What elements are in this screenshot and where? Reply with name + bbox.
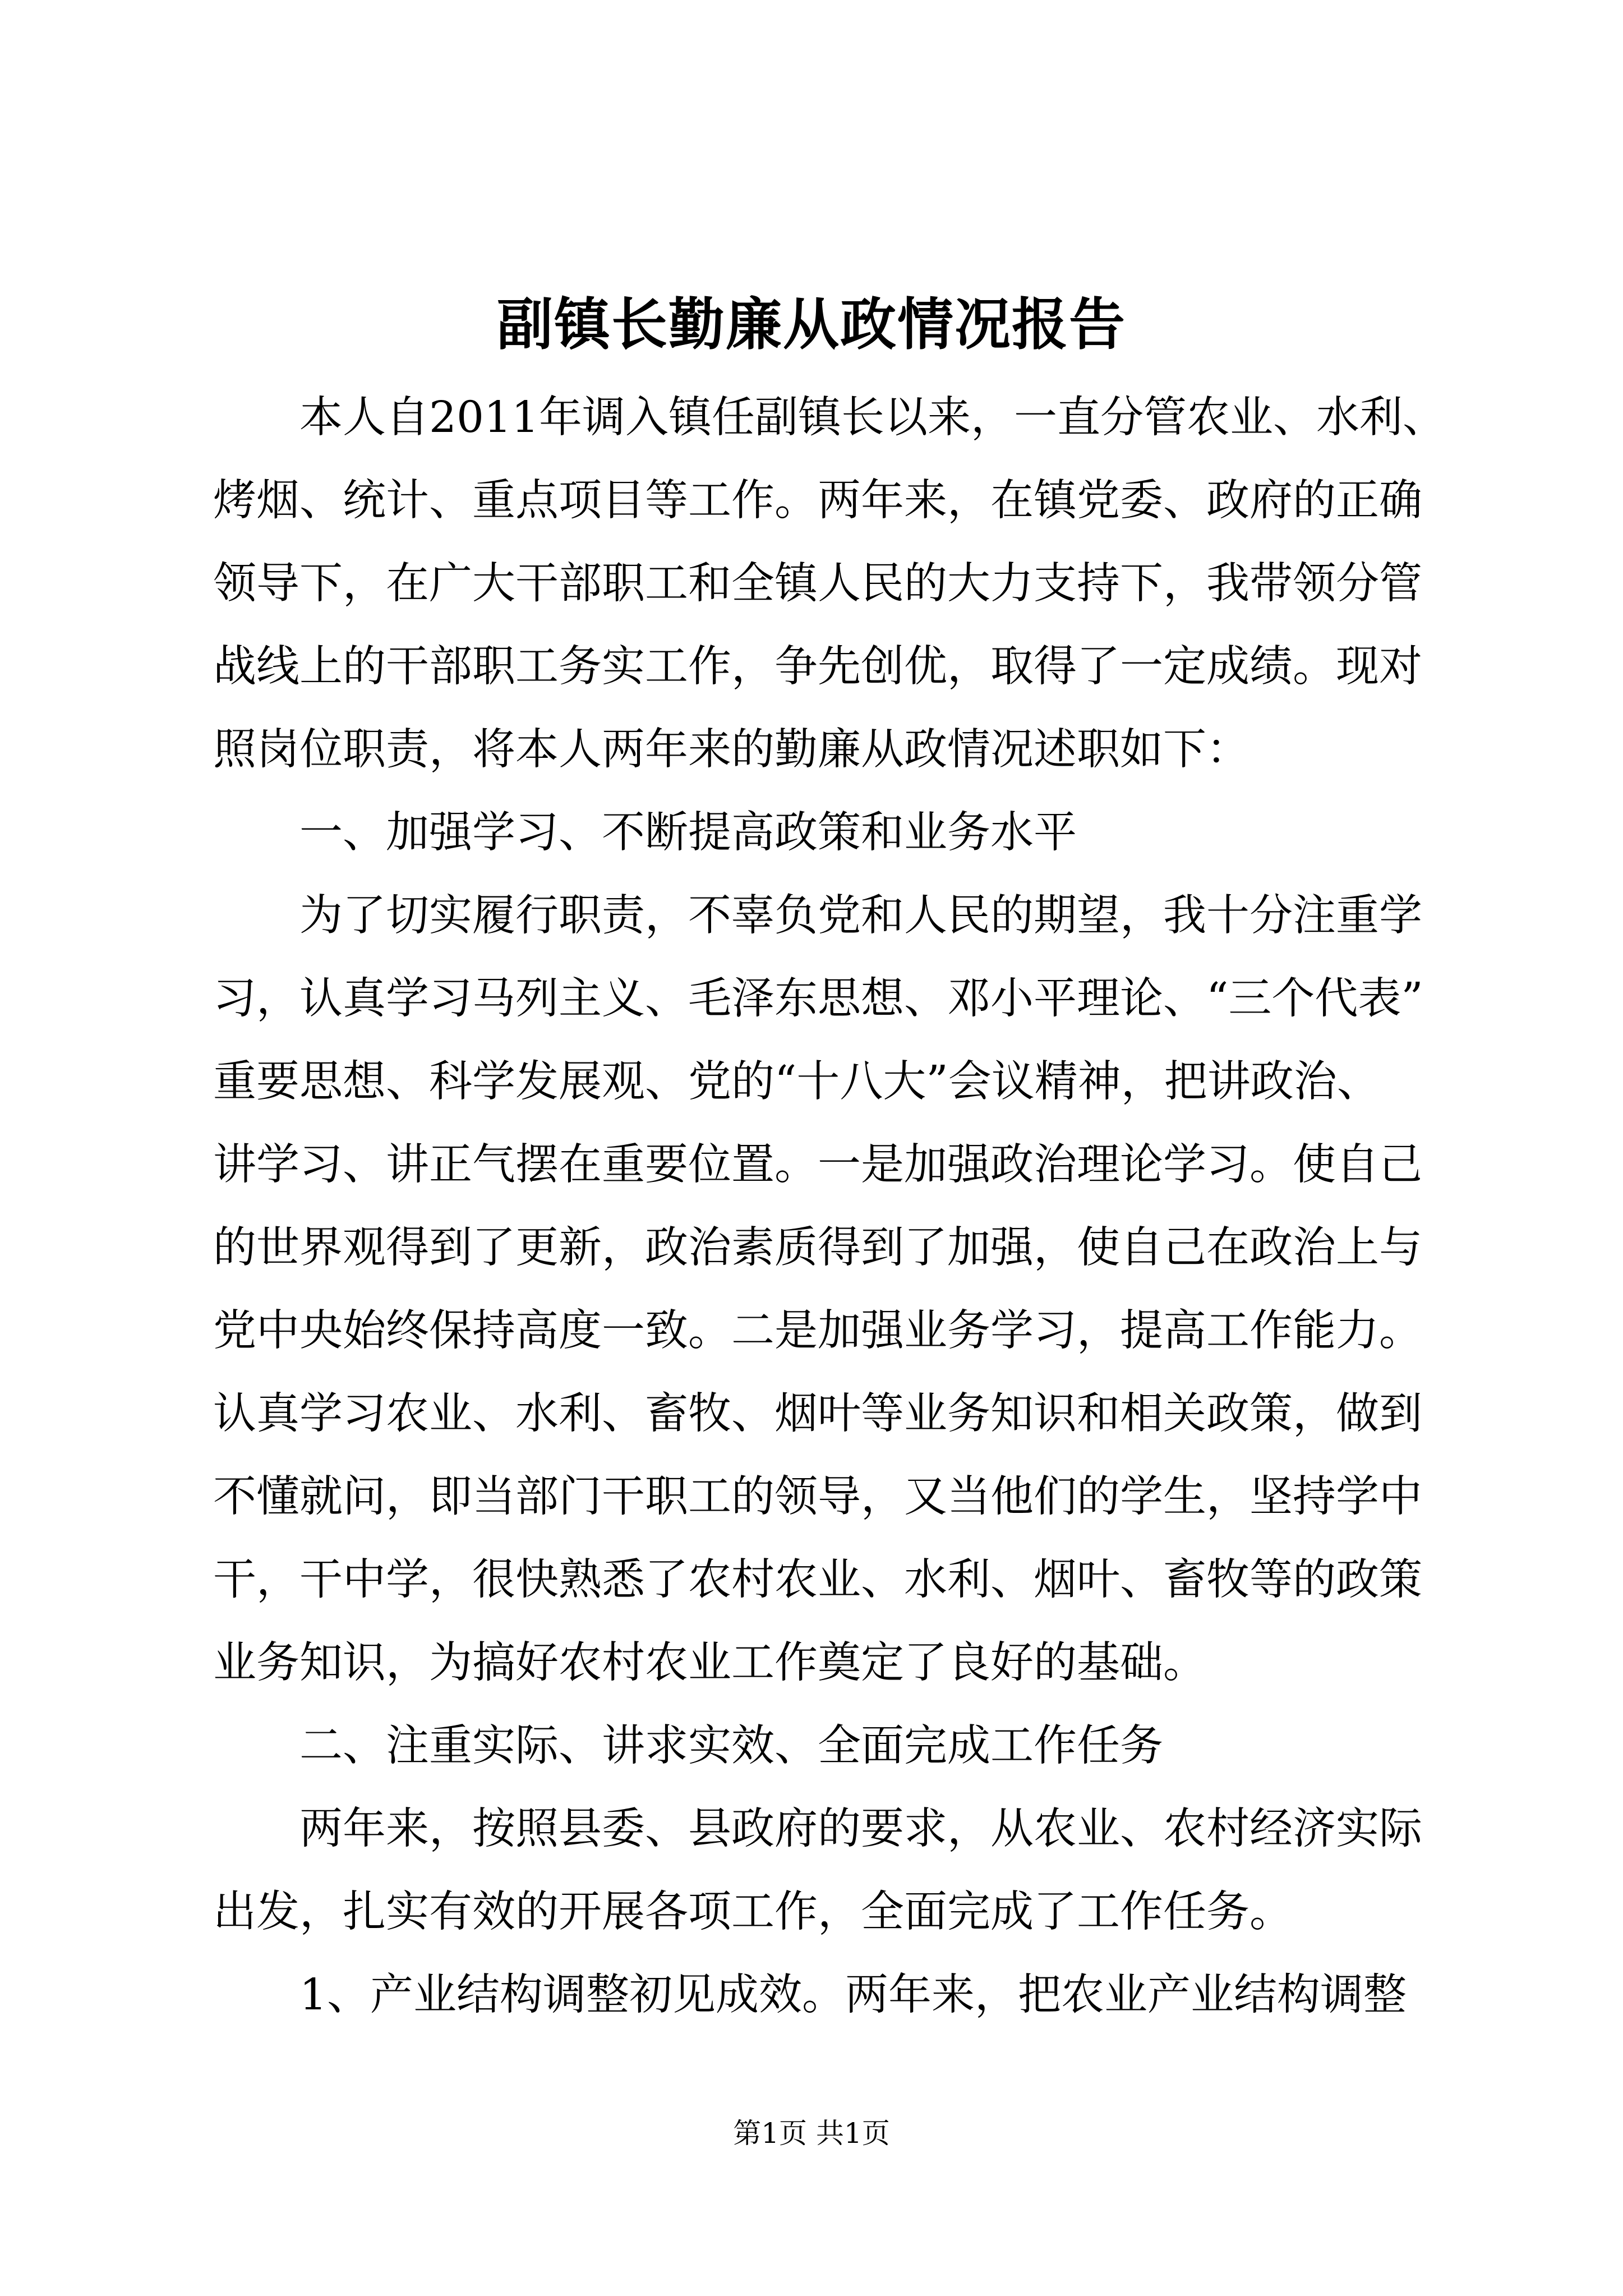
body-line: 认真学习农业、水利、畜牧、烟叶等业务知识和相关政策，做到 [213,1389,1422,1439]
body-line: 照岗位职责，将本人两年来的勤廉从政情况述职如下： [213,725,1249,775]
body-line: 本人自2011年调入镇任副镇长以来，一直分管农业、水利、 [213,393,1446,443]
body-line: 战线上的干部职工务实工作，争先创优，取得了一定成绩。现对 [213,642,1422,692]
body-line: 不懂就问，即当部门干职工的领导，又当他们的学生，坚持学中 [213,1472,1422,1522]
body-line: 业务知识，为搞好农村农业工作奠定了良好的基础。 [213,1638,1206,1688]
section-heading: 二、注重实际、讲求实效、全面完成工作任务 [213,1721,1163,1771]
body-line: 党中央始终保持高度一致。二是加强业务学习，提高工作能力。 [213,1306,1422,1356]
body-line: 烤烟、统计、重点项目等工作。两年来，在镇党委、政府的正确 [213,476,1422,526]
body-line: 1、产业结构调整初见成效。两年来，把农业产业结构调整 [213,1970,1407,2020]
body-line: 的世界观得到了更新，政治素质得到了加强，使自己在政治上与 [213,1223,1422,1273]
page-footer: 第1页 共1页 [733,2117,890,2150]
body-line: 领导下，在广大干部职工和全镇人民的大力支持下，我带领分管 [213,559,1422,609]
body-line: 习，认真学习马列主义、毛泽东思想、邓小平理论、“三个代表” [213,974,1423,1024]
body-line: 讲学习、讲正气摆在重要位置。一是加强政治理论学习。使自己 [213,1140,1422,1190]
body-line: 两年来，按照县委、县政府的要求，从农业、农村经济实际 [213,1804,1422,1854]
body-line: 为了切实履行职责，不辜负党和人民的期望，我十分注重学 [213,891,1422,941]
document-title: 副镇长勤廉从政情况报告 [497,291,1126,357]
body-line: 出发，扎实有效的开展各项工作，全面完成了工作任务。 [213,1887,1293,1937]
section-heading: 一、加强学习、不断提高政策和业务水平 [213,808,1077,858]
body-line: 干，干中学，很快熟悉了农村农业、水利、烟叶、畜牧等的政策 [213,1555,1422,1605]
body-line: 重要思想、科学发展观、党的“十八大”会议精神，把讲政治、 [213,1057,1380,1107]
